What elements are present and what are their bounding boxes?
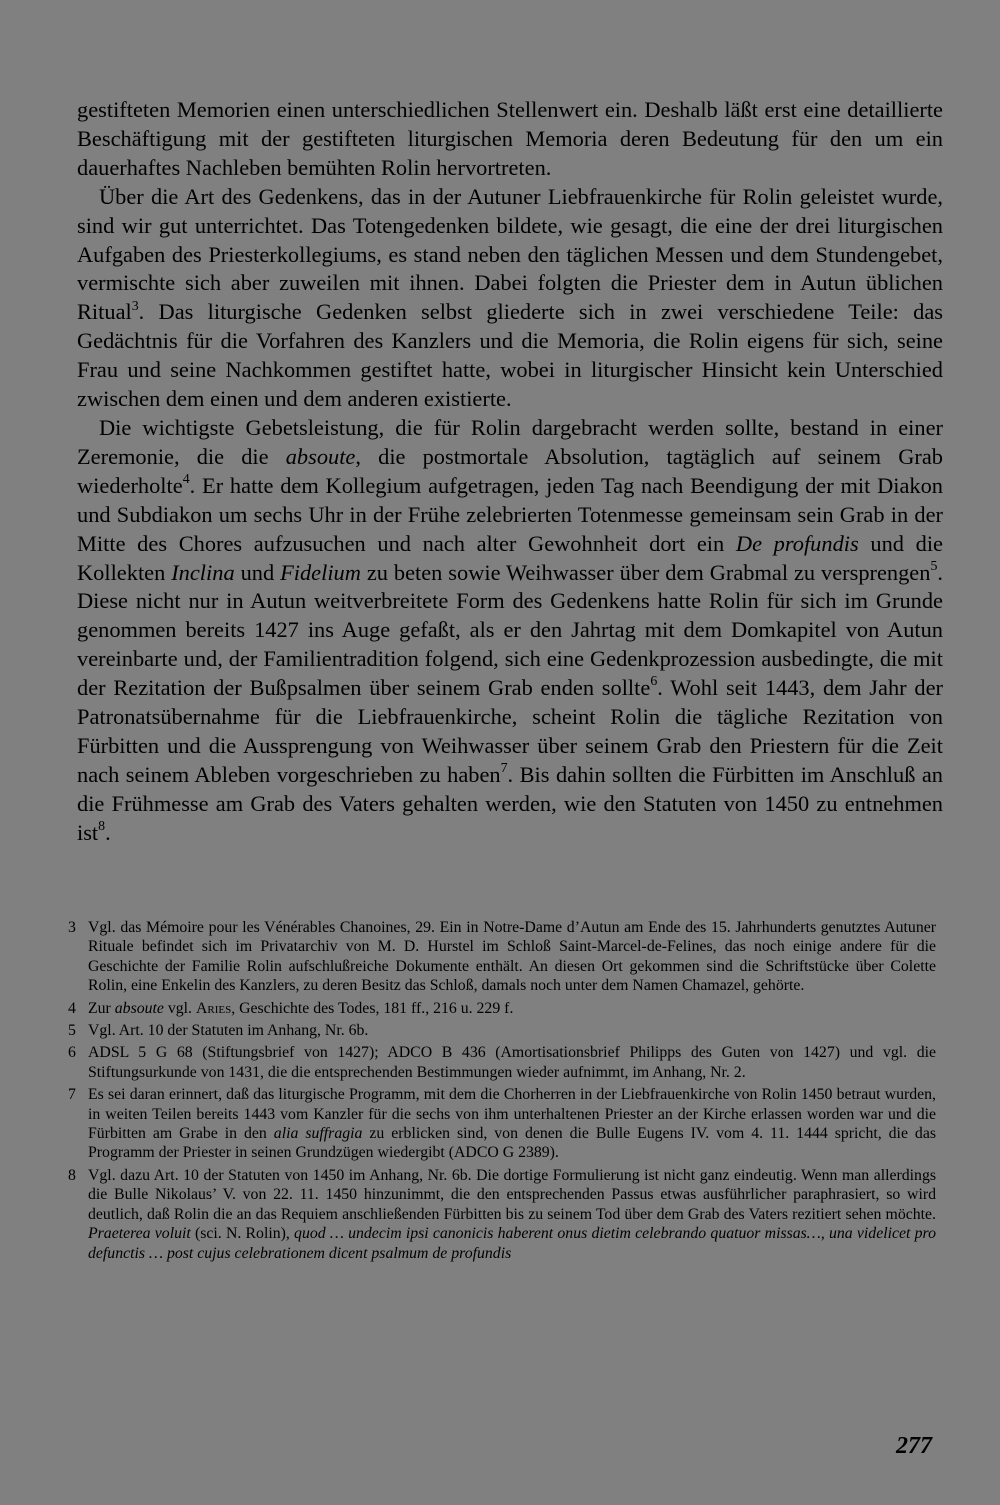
footnote-ref-8[interactable]: 8 bbox=[98, 818, 106, 834]
footnotes bbox=[68, 918, 936, 1266]
paragraph-text: . Diese nicht nur in Autun weitverbreitete Form des Gedenkens hatte Rolin für sich im Grunde genommen bereits 1427 ins Auge gefaßt, als er den Jahrtag mit dem Domkapitel von Autun vereinbarte und, der Familientradition folgend, sich eine Gedenkprozession ausbedingte, die mit der Rezitation der Bußpsalmen über seinem Grab enden sollte bbox=[77, 559, 943, 701]
footnote-8 bbox=[68, 1166, 936, 1263]
footnote-text: vgl. bbox=[163, 999, 196, 1017]
footnote-text: Vgl. dazu Art. 10 der Statuten von 1450 im Anhang, Nr. 6b. Die dortige Formulierung ist nicht ganz eindeutig. Wenn man allerdings die Bulle Nikolaus’ V. von 22. 11. 1450 hinzunimmt, die den entsprechenden Passus etwas ausführlicher paraphrasiert, so wird deutlich, daß Rolin die an das Requiem anschließenden Fürbitten bis zu seinem Tod über dem Grab des Vaters rezitiert sehen möchte. bbox=[88, 1166, 936, 1223]
paragraph-text: . Das liturgische Gedenken selbst gliederte sich in zwei verschiedene Teile: das Gedächtnis für die Vorfahren des Kanzlers und die Memoria, die Rolin eigens für sich, seine Frau und seine Nachkommen gestiftet hatte, wobei in liturgischer Hinsicht kein Unterschied zwischen dem einen und dem anderen existierte. bbox=[77, 299, 943, 412]
footnote-number: 7 bbox=[68, 1086, 76, 1104]
footnote-ref-5[interactable]: 5 bbox=[930, 558, 938, 574]
footnote-3 bbox=[68, 918, 936, 996]
paragraph-text: . Bis dahin sollten die Fürbitten im Anschluß an die Frühmesse am Grab des Vaters gehalten werden, wie den Statuten von 1450 zu entnehmen ist bbox=[77, 761, 943, 845]
paragraph-text: und bbox=[234, 559, 281, 585]
footnote-ref-4[interactable]: 4 bbox=[182, 471, 190, 487]
paragraph-text: Über die Art des Gedenkens, das in der Autuner Liebfrauenkirche für Rolin geleistet wurde, sind wir gut unterrichtet. Das Totengedenken bildete, wie gesagt, die eine der drei liturgischen Aufgaben des Priesterkollegiums, es stand neben den täglichen Messen und dem Stundengebet, vermischte sich aber zuweilen mit ihnen. Dabei folgten die Priester dem in Autun üblichen Ritual bbox=[77, 183, 943, 325]
italic-term: absoute bbox=[114, 999, 164, 1017]
footnote-4 bbox=[68, 999, 936, 1018]
footnote-number: 4 bbox=[68, 999, 76, 1017]
author-name: Aries bbox=[195, 999, 232, 1017]
page-number: 277 bbox=[896, 1433, 932, 1459]
paragraph-text: und die Kollekten bbox=[77, 530, 943, 585]
footnote-text: zu erblicken sind, von denen die Bulle Eugens IV. vom 4. 11. 1444 spricht, die das Programm der Priester in seinen Grundzügen wiedergibt (ADCO G 2389). bbox=[88, 1125, 936, 1162]
footnote-number: 5 bbox=[68, 1022, 76, 1040]
paragraph-2 bbox=[77, 183, 943, 414]
paragraph-text: zu beten sowie Weihwasser über dem Grabmal zu versprengen bbox=[360, 559, 931, 585]
italic-term: alia suffragia bbox=[273, 1125, 363, 1143]
paragraph-1 bbox=[77, 96, 943, 183]
italic-term: Fidelium bbox=[280, 559, 361, 585]
latin-quote: quod … undecim ipsi canonicis haberent onus dietim celebrando quatuor missas…, una videlicet pro defunctis … post cujus celebrationem dicent psalmum de profundis bbox=[88, 1225, 936, 1262]
footnote-text: Es sei daran erinnert, daß das liturgische Programm, mit dem die Chorherren in der Liebfrauenkirche von Rolin 1450 betraut wurden, in weiten Teilen bereits 1443 vom Kanzler für die sechs von ihm unterhaltenen Priester an der Kirche erlassen worden war und die Fürbitten am Grabe in den bbox=[88, 1086, 936, 1143]
footnote-5 bbox=[68, 1021, 936, 1040]
footnote-7 bbox=[68, 1085, 936, 1163]
main-text bbox=[77, 96, 943, 848]
footnote-ref-3[interactable]: 3 bbox=[131, 298, 139, 314]
footnote-text: Zur bbox=[88, 999, 115, 1017]
latin-quote: Praeterea voluit bbox=[88, 1225, 191, 1243]
italic-term: Inclina bbox=[171, 559, 235, 585]
footnote-ref-7[interactable]: 7 bbox=[500, 761, 508, 776]
footnote-number: 8 bbox=[68, 1166, 76, 1184]
paragraph-text: . Er hatte dem Kollegium aufgetragen, jeden Tag nach Beendigung der mit Diakon und Subdiakon um sechs Uhr in der Frühe zelebrierten Totenmesse gemeinsam sein Grab in der Mitte des Chores aufzusuchen und nach alter Gewohnheit dort ein bbox=[77, 472, 943, 556]
footnote-text: (sci. N. Rolin), bbox=[190, 1225, 295, 1243]
paragraph-text: gestifteten Memorien einen unterschiedlichen Stellenwert ein. Deshalb läßt erst eine detaillierte Beschäftigung mit der gestifteten liturgischen Memoria deren Bedeutung für den um ein dauerhaftes Nachleben bemühten Rolin hervortreten. bbox=[77, 97, 943, 180]
footnote-number: 3 bbox=[68, 919, 76, 936]
footnote-text: Vgl. das Mémoire pour les Vénérables Chanoines, 29. Ein in Notre-Dame d’Autun am Ende des 15. Jahrhunderts genutztes Autuner Rituale befindet sich im Privatarchiv von M. D. Hurstel im Schloß Saint-Marcel-de-Felines, das noch einige andere für die Geschichte der Familie Rolin aufschlußreiche Dokumente enthält. An diesen Ort gekommen sind die Schriftstücke über Colette Rolin, eine Enkelin des Kanzlers, zu deren Besitz das Schloß, damals noch unter dem Namen Chamazel, gehörte. bbox=[88, 919, 936, 995]
italic-term: De profundis bbox=[735, 530, 859, 556]
footnote-text: , Geschichte des Todes, 181 ff., 216 u. 229 f. bbox=[231, 999, 514, 1017]
footnote-text: ADSL 5 G 68 (Stiftungsbrief von 1427); ADCO B 436 (Amortisationsbrief Philipps des Guten von 1427) und vgl. die Stiftungsurkunde von 1431, die die entsprechenden Bestimmungen wieder aufnimmt, im Anhang, Nr. 2. bbox=[88, 1044, 936, 1081]
footnote-text: Vgl. Art. 10 der Statuten im Anhang, Nr. 6b. bbox=[88, 1022, 369, 1040]
paragraph-3 bbox=[77, 414, 943, 848]
footnote-number: 6 bbox=[68, 1044, 76, 1062]
paragraph-text: , die postmortale Absolution, tagtäglich auf seinem Grab wiederholte bbox=[77, 443, 943, 498]
footnote-6 bbox=[68, 1043, 936, 1082]
paragraph-text: . bbox=[105, 819, 111, 845]
footnote-ref-6[interactable]: 6 bbox=[650, 674, 658, 690]
italic-term: absoute bbox=[285, 443, 356, 469]
paragraph-text: . Wohl seit 1443, dem Jahr der Patronatsübernahme für die Liebfrauenkirche, scheint Rolin die tägliche Rezitation von Fürbitten und die Aussprengung von Weihwasser über seinem Grab den Priestern für die Zeit nach seinem Ableben vorgeschrieben zu haben bbox=[77, 675, 943, 787]
paragraph-text: Die wichtigste Gebetsleistung, die für Rolin dargebracht werden sollte, bestand in einer Zeremonie, die die bbox=[77, 414, 943, 469]
